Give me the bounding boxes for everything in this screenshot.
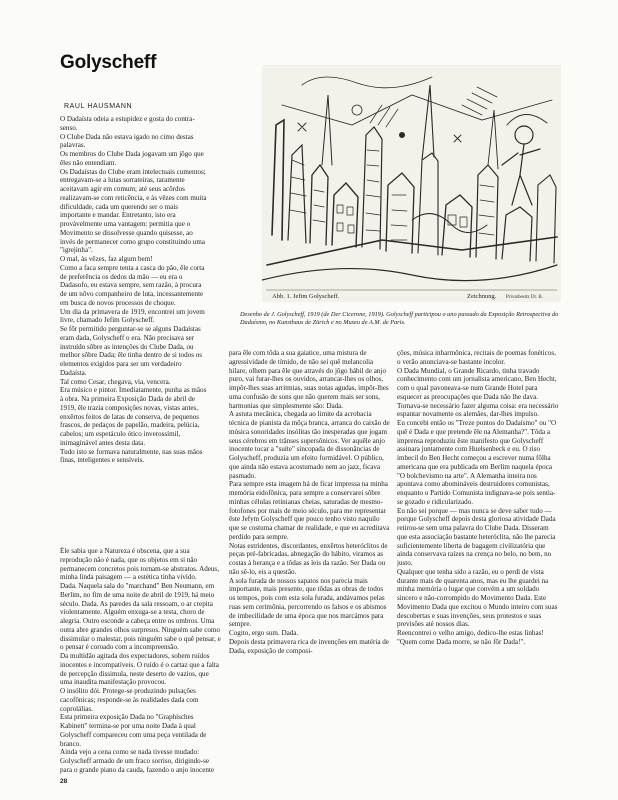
paragraph: O Dada Mundial, o Grande Ricardo, tinha travado conhecimento com um jornalista americano, Ben Hecht, com o qual pavoneava-se num Grande Hotel para esquecer as preocupações que Dada não lhe dava. [397, 366, 557, 401]
drawing-image [262, 65, 561, 302]
paragraph: Cogito, ergo sum. Dada. [229, 629, 299, 637]
paragraph: Eu concebi então os "Treze pontos do Dadaísmo" ou "O quê é Dada e que pretende êle na Alemanha?". Tôda a imprensa reproduziu êste manifesto que Golyscheff assinara juntamente com Huelsenbeck e eu. O riso imbecil do Ben Hecht começou a escrever numa fôlha americana que era publicada em Berlim naquela época "O bolchevismo na arte". A Alemanha inteira nos apontava como abomináveis destruidores comunistas, enquanto o Partido Comunista indignava-se pois sentia-se gozado e ridicularizado. [397, 419, 557, 506]
paragraph: Tudo isto se formava naturalmente, nas suas mãos finas, inteligentes e sensíveis. [60, 447, 203, 465]
paragraph: Depois desta primavera rica de invenções em matéria de Dada, exposição de composi- [229, 637, 389, 655]
paragraph: Reencontrei o velho amigo, dedico-lhe estas linhas! [397, 629, 544, 637]
paragraph: A astuta mecânica, chegada ao limite da acrobacia técnica de pianista da môça branca, arranca do caixão de música sonoridades insólitas tão inesperadas que jogam seus cérebros em trânses supersônicos. Ver aquêle anjo inocente tocar a "suíte" sincopada de dissonâncias de Golyscheff, produzia um efeito formidável. O público, que ainda não estava acostumado nem ao jazz, ficava pasmado. [229, 410, 390, 480]
paragraph: ções, música inharmônica, recitais de poemas fonéticos, o verão anunciava-se bastante incolor. [397, 349, 556, 366]
paragraph: Era músico e pintor. Imediatamente, punha as mãos à obra. Na primeira Exposição Dada de abril de 1919, êle trazia composições novas, vistas antes, enxêrtos feitos de latas de conserva, de pequenos frascos, de pedaços de papelão, madeira, pelúcia, cabelos; um espetáculo ótico inverossímil, inimaginável antes desta data. [60, 386, 207, 447]
paragraph: Os Dadaístas do Clube eram intelectuais cumentos; entregavam-se a lutas sorrateiras, raramente aceitavam agir em comum; até seus acôrdos realizavam-se com reticência, e às vêzes com muita dificuldade, cada um querendo ser o mais importante e mandar. Entretanto, isto era provàvelmente uma vantagem: permitia que o Movimento se dissolvesse quando quisesse, ao invés de permanecer como grupo constituindo uma "igrejinha". [60, 167, 207, 255]
paragraph: Da multidão agitada dos expectadores, sobem ruídos inocentes e incompatíveis. O ruído é o cartaz que a falta de percepção dissimula, neste deserto de vazios, que uma inaudita manifestação provocou. [60, 652, 219, 687]
paragraph: Eu não sei porque — mas nunca se deve saber tudo — porque Golyscheff depois desta gloriosa atividade Dada retirou-se sem uma palavra do Clube Dada. Disseram que esta associação bastante heteróclita, não lhe parecia suficientemente liberta de bagagem civilizatória que ainda conservava raízes na crença no belo, no bem, no justo. [397, 506, 556, 567]
paragraph: Notas estridentes, discordantes, enxêrtos heteróclitos de peças pré-fabricadas, abnegação do hábito, viramos as costas à herança e a tôdas as leis da razão. Ser Dada ou não sê-lo, eis a questão. [229, 541, 388, 576]
paragraph: O insólito dói. Protege-se produzindo pulsações cacofônicas; responde-se às realidades dada com coprolálias. [60, 687, 199, 713]
paragraph: Tal como Cesar, chegava, via, vencera. [60, 377, 171, 386]
drawing-label-credit: Privatbesitz Dr. B. [506, 295, 543, 300]
paragraph: para êle com tôda a sua gaiatice, uma mistura de agressividade de tímido, de não sei quê melancolia hilare, olhem para êle que através do jôgo hábil de anjo puro, vai furar-lhes os ouvidos, arrancar-lhes os olhos, impôr-lhes suas arritmias, suas notas agudas, impôr-lhes uma confusão de sons que não querem mais ser sons, harmonias que simplesmente são: Dada. [229, 349, 389, 410]
text-column-a [60, 547, 222, 775]
paragraph: Ainda vejo a cena como se nada tivesse mudado: Golyscheff armado de um fraco sorriso, dirigindo-se para o grande piano da cauda, fazendo o anjo inocente [60, 748, 215, 774]
paragraph: O Clube Dada não estava igado no cimo destas palavras. [60, 132, 194, 150]
paragraph: Se fôr permitido perguntar-se se alguns Dadaístas eram dada, Golyscheff o era. Não precisava ser instruído sôbre as intenções do Clube Dada, ou melhor sôbre Dada; êle tinha dentro de si todos os elementos exigidos para ser um verdadeiro Dadaísta. [60, 325, 203, 377]
paragraph: Como a faca sempre tenta a casca do pão, êle corta de preferência os dedos da mão — eu era o Dadasofo, eu estava sempre, sem razão, à procura de um nôvo companheiro de luta, incessantemente em busca de novos processos de choque. [60, 263, 205, 307]
paragraph: Dada. Naquela sala do "marchand" Ben Neumann, em Berlim, no fim de uma noite de abril de 1919, há meio século. Dada. As paredes da sala ressoam, o ar crepita violentamente. Alguém enxuga-se a testa, choro de alegria. Outro esconde a cabeça entre os ombros. Uma outra abre grandes olhos surpresos. Ninguém sabe como dissimular o malestar, pois ninguém sabe o quê pensar, e o pensar é coroado com a incompreensão. [60, 582, 221, 652]
paragraph: Qualquer que tenha sido a razão, eu o perdi de vista durante mais de quarenta anos, mas eu lhe guardei na minha memória o lugar que convém a um soldado sincero e não-corrompido do Movimento Dada. Este Movimento Dada que excitou o Mundo inteiro com suas descobertas e suas invenções, seus protestos e suas previsões até nossos dias. [397, 567, 558, 629]
paragraph: O Dadaísta odeia a estupidez e gosta do contra-senso. [60, 115, 195, 132]
paragraph: Tornava-se necessário fazer alguma coisa: era necessário espantar novamente os alemães, dar-lhes impulso. [397, 401, 559, 419]
page-number: 28 [60, 778, 68, 785]
article-title: Golyscheff [60, 52, 157, 73]
text-column-c [397, 349, 559, 779]
text-column-b [229, 349, 391, 784]
drawing-label-right: Zeichnung. [467, 293, 497, 300]
article-author: RAUL HAUSMANN [64, 103, 133, 110]
paragraph: Esta primeira exposição Dada no "Graphisches Kabinett" termina-se por uma noite Dada à qual Golyscheff compareceu com uma peça ventilada de branco. [60, 713, 207, 748]
golyscheff-drawing-figure [262, 65, 561, 302]
paragraph: Para sempre esta imagem há de ficar impressa na minha memória eidofônica, para sempre a conservarei sôbre minhas células retinianas cheias, saturadas de mesmo-fotofones por mais de meio século, para me representar êste Jefym Golyscheff que pouco tenho visto naquilo que se costuma chamar de realidade, e que eu acreditava perdido para sempre. [229, 480, 390, 541]
text-column-left-top [60, 115, 208, 547]
paragraph: Um dia da primavera de 1919, encontrei um jovem livre, chamado Jefim Golyscheff. [60, 307, 205, 325]
paragraph: O mal, às vêzes, faz algum bem! [60, 255, 153, 263]
paragraph: "Quem come Dada morre, se não fôr Dada!". [397, 637, 526, 646]
paragraph: Êle sabia que a Natureza é obscena, que a sua reprodução não é nada, que os objetos em si não permanecem concretos pois tornam-se abstratos. Adeus, minha linda paisagem — a estética tinha vivido. [60, 547, 219, 582]
paragraph: Os membros do Clube Dada jogavam um jôgo que êles não entendiam. [60, 150, 204, 167]
paragraph: A sola furada de nossos sapatos nos parecia mais importante, mais presente, que tôdas as obras de todos os tempos, pois com esta sola furada, andávamos pelas ruas sem cerimônia, percorrendo os falsos e os abismos de imbecilidade de uma época que nos marcámos para sempre. [229, 576, 387, 629]
figure-caption: Desenho de J. Golyscheff, 1919 (de Der Cicerone, 1919). Golyscheff participou o uno passado da Exposição Retrospectiva do Dadaísmo, no Kunsthaus de Zürich e no Museu de A.M. de Paris. [240, 311, 559, 326]
drawing-label-left: Abb. 1. Jefim Golyscheff. [272, 293, 340, 300]
